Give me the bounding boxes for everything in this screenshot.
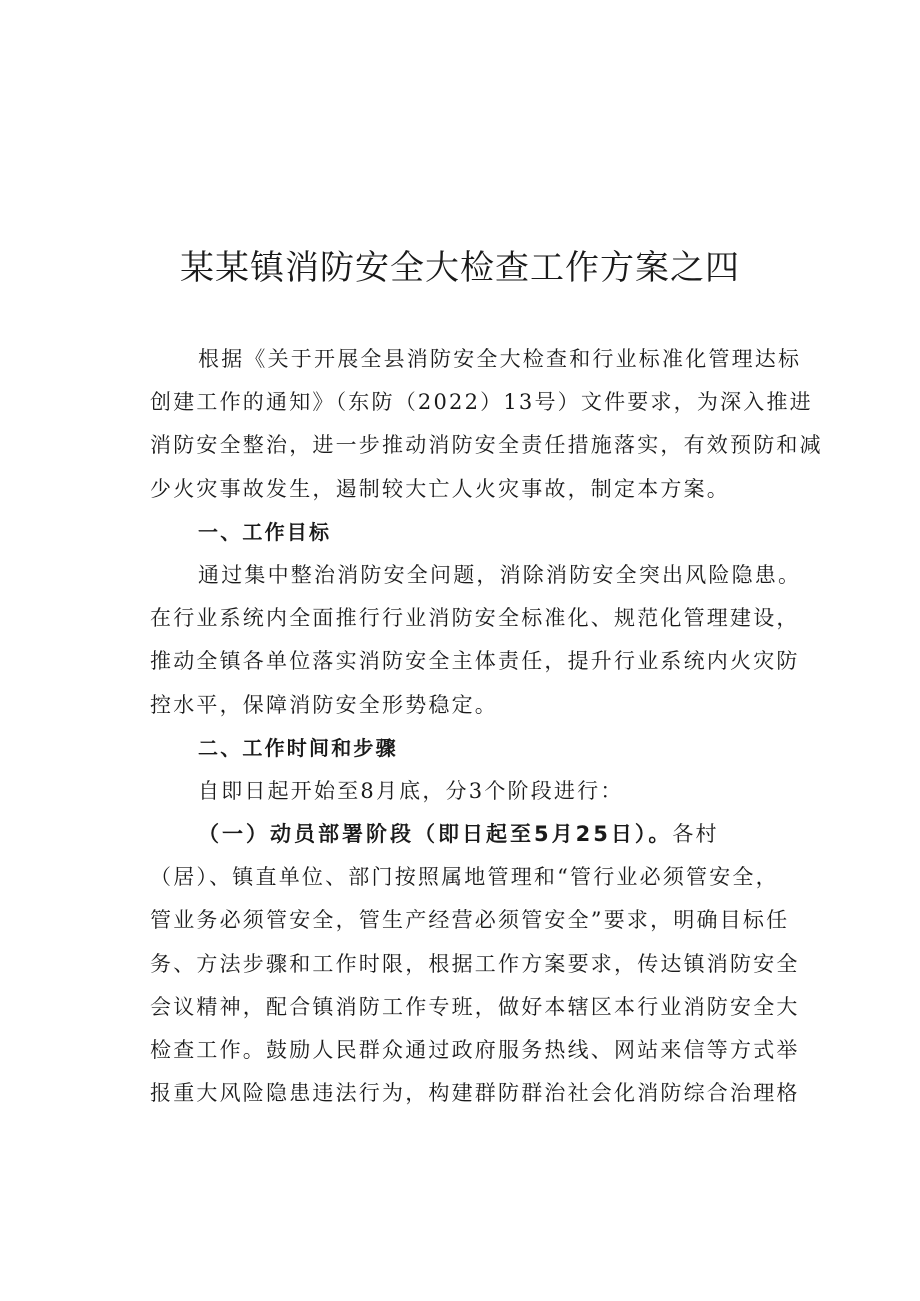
document-title: 某某镇消防安全大检查工作方案之四 — [180, 248, 740, 288]
schedule-intro: 自即日起开始至8月底，分3个阶段进行： — [198, 778, 624, 803]
goals-line-3: 推动全镇各单位落实消防安全主体责任，提升行业系统内火灾防 — [150, 649, 800, 674]
section-heading-goals: 一、工作目标 — [198, 519, 332, 544]
goals-line-1: 通过集中整治消防安全问题，消除消防安全突出风险隐患。 — [198, 562, 802, 587]
intro-line-2: 创建工作的通知》（东防（2022）13号）文件要求，为深入推进 — [150, 390, 813, 415]
stage1-line-4: 会议精神，配合镇消防工作专班，做好本辖区本行业消防安全大 — [150, 994, 800, 1019]
intro-line-4: 少火灾事故发生，遏制较大亡人火灾事故，制定本方案。 — [150, 476, 730, 501]
stage1-line-2: 管业务必须管安全，管生产经营必须管安全”要求，明确目标任 — [150, 908, 790, 933]
goals-line-4: 控水平，保障消防安全形势稳定。 — [150, 692, 498, 717]
section-heading-schedule: 二、工作时间和步骤 — [198, 735, 398, 760]
stage1-line-1: （居）、镇直单位、部门按照属地管理和“管行业必须管安全， — [150, 865, 779, 890]
document-body — [150, 338, 823, 1115]
intro-line-3: 消防安全整治，进一步推动消防安全责任措施落实，有效预防和减 — [150, 433, 823, 458]
stage1-line-6: 报重大风险隐患违法行为，构建群防群治社会化消防综合治理格 — [150, 1081, 800, 1106]
goals-line-2: 在行业系统内全面推行行业消防安全标准化、规范化管理建设， — [150, 606, 800, 631]
stage1-line-3: 务、方法步骤和工作时限，根据工作方案要求，传达镇消防安全 — [150, 951, 800, 976]
stage1-line-5: 检查工作。鼓励人民群众通过政府服务热线、网站来信等方式举 — [150, 1038, 800, 1062]
stage1-lead-line — [150, 813, 810, 856]
intro-line-1: 根据《关于开展全县消防安全大检查和行业标准化管理达标 — [198, 347, 802, 371]
stage1-lead-rest: 各村 — [672, 822, 719, 847]
stage1-title: （一）动员部署阶段（即日起至5月25日）。 — [198, 822, 673, 847]
